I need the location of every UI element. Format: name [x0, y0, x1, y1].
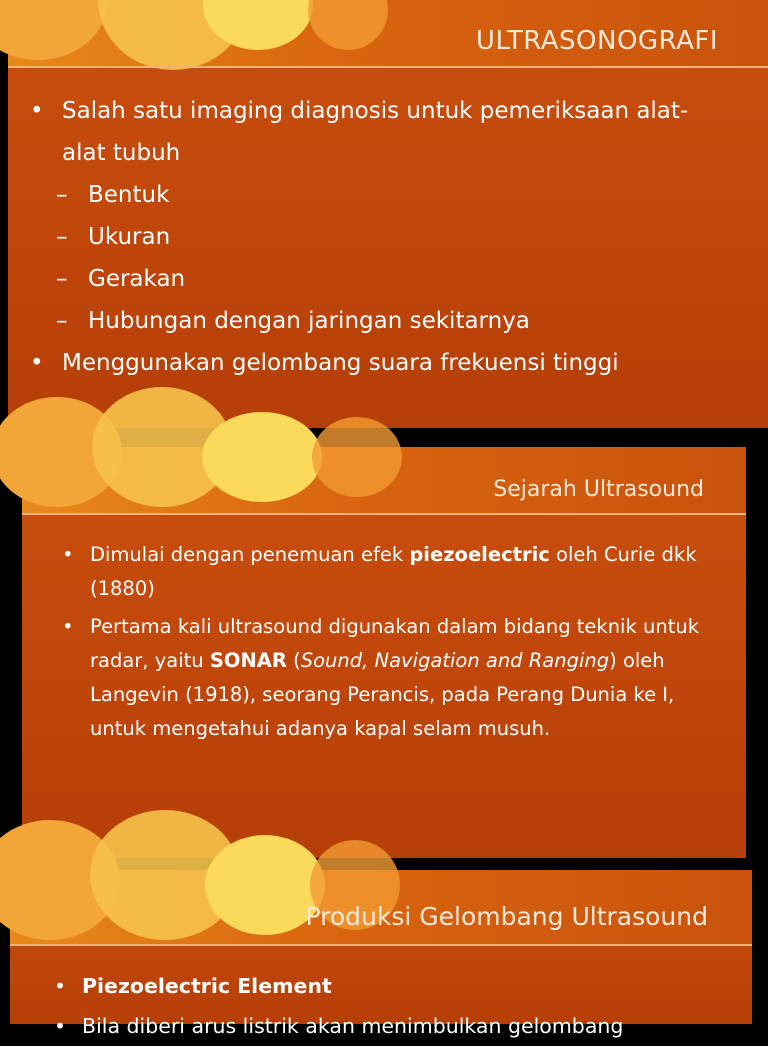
sub-item: – Ukuran: [30, 216, 730, 258]
dash-glyph: –: [56, 266, 68, 292]
dash-glyph: –: [56, 308, 68, 334]
bullet-glyph: •: [30, 350, 44, 376]
bullet-item: • Menggunakan gelombang suara frekuensi tinggi: [30, 342, 730, 384]
sub-item: – Gerakan: [30, 258, 730, 300]
bullet-item: • Dimulai dengan penemuan efek piezoelectric oleh Curie dkk (1880): [62, 538, 702, 606]
bullet-glyph: •: [62, 543, 74, 566]
slide-produksi-gelombang: [10, 870, 752, 1038]
bullet-item: • Pertama kali ultrasound digunakan dalam bidang teknik untuk radar, yaitu SONAR (Sound, Navigation and Ranging) oleh Langevin (1918), seorang Perancis, pada Perang Dunia ke I, untuk mengetahui adanya kapal selam musuh.: [62, 610, 702, 746]
slide-body: [54, 966, 734, 1046]
slide-title: Produksi Gelombang Ultrasound: [305, 902, 708, 931]
dash-glyph: –: [56, 182, 68, 208]
bullet-glyph: •: [54, 1014, 67, 1038]
bullet-item: • Piezoelectric Element: [54, 966, 734, 1006]
bullet-item: • Salah satu imaging diagnosis untuk pemeriksaan alat-alat tubuh: [30, 90, 730, 174]
slide-sejarah-ultrasound: [22, 447, 746, 858]
bullet-item: • Bila diberi arus listrik akan menimbulkan gelombang: [54, 1006, 734, 1046]
slide-body: [30, 90, 730, 384]
slide-title: ULTRASONOGRAFI: [475, 26, 718, 56]
slide-title: Sejarah Ultrasound: [493, 477, 704, 502]
bullet-glyph: •: [62, 615, 74, 638]
dash-glyph: –: [56, 224, 68, 250]
sub-item: – Bentuk: [30, 174, 730, 216]
slide-body: [62, 538, 702, 746]
bullet-glyph: •: [30, 98, 44, 124]
slide-ultrasonografi: [8, 0, 768, 428]
sub-item: – Hubungan dengan jaringan sekitarnya: [30, 300, 730, 342]
bullet-glyph: •: [54, 974, 67, 998]
